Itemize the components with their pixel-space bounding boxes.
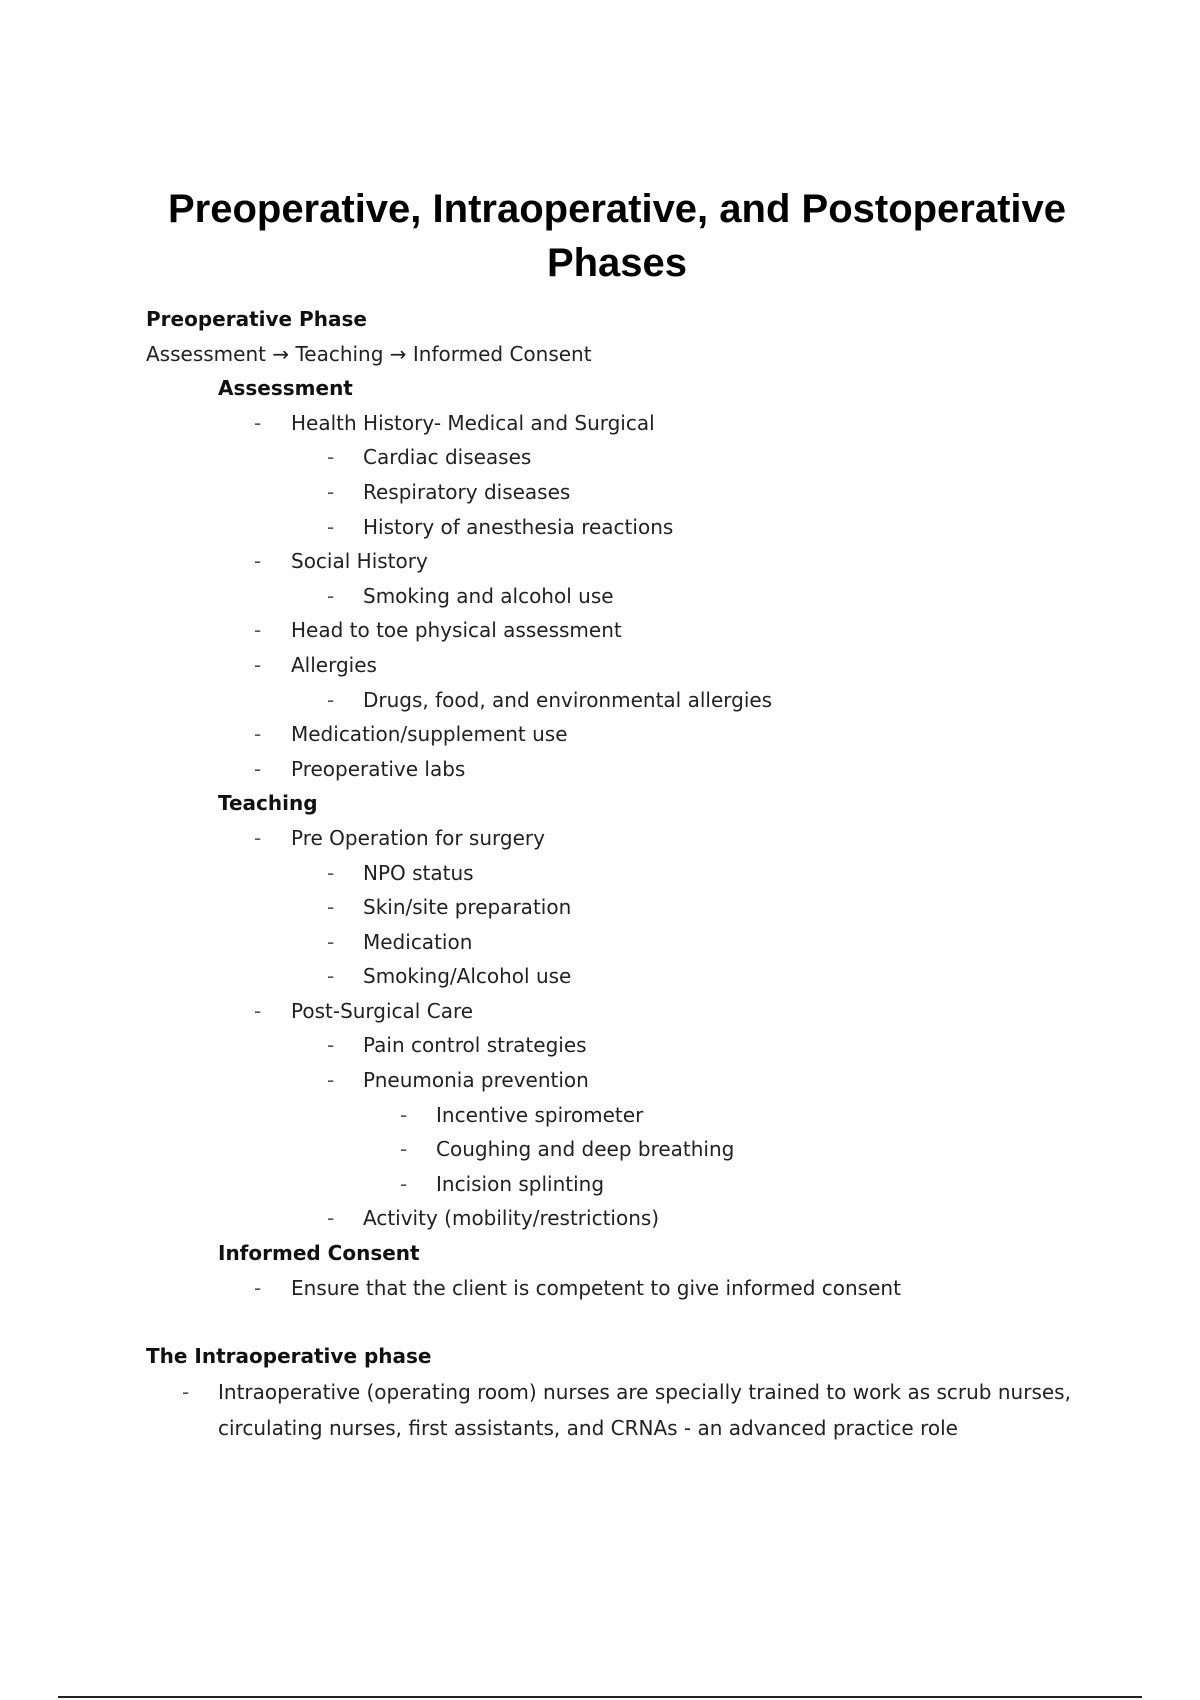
- bullet-dash: -: [400, 1171, 408, 1196]
- list-item-text: Intraoperative (operating room) nurses are specially trained to work as scrub nurses, circulating nurses, first assistants, and CRNAs - an advanced practice role: [218, 1379, 1071, 1440]
- list-item-text: Drugs, food, and environmental allergies: [363, 687, 773, 712]
- list-item: [146, 1098, 1116, 1133]
- page-bottom-rule: [58, 1696, 1142, 1698]
- list-item: [146, 1374, 1116, 1446]
- document-body: [146, 302, 1116, 1446]
- bullet-dash: -: [254, 825, 262, 850]
- bullet-dash: -: [327, 964, 335, 989]
- spacer: [146, 1305, 1116, 1339]
- list-item-text: Medication/supplement use: [291, 722, 568, 747]
- phase-flow: Assessment → Teaching → Informed Consent: [146, 341, 592, 366]
- subheading-assessment: Assessment: [218, 376, 353, 401]
- list-item-text: Preoperative labs: [291, 756, 466, 781]
- list-item: [146, 544, 1116, 579]
- bullet-dash: -: [327, 445, 335, 470]
- bullet-dash: -: [254, 549, 262, 574]
- list-item: [146, 1167, 1116, 1202]
- list-item: [146, 1132, 1116, 1167]
- section-heading-intraoperative: The Intraoperative phase: [146, 1344, 432, 1369]
- section-heading-preoperative: Preoperative Phase: [146, 307, 367, 331]
- bullet-dash: -: [327, 1068, 335, 1093]
- list-item-text: Skin/site preparation: [363, 895, 572, 920]
- list-item-text: Pneumonia prevention: [363, 1068, 589, 1093]
- list-item-text: Pre Operation for surgery: [291, 825, 545, 850]
- list-item: [146, 406, 1116, 441]
- list-item-text: Health History- Medical and Surgical: [291, 410, 655, 435]
- list-item-text: Coughing and deep breathing: [436, 1137, 735, 1162]
- bullet-dash: -: [182, 1379, 190, 1404]
- list-item: [146, 579, 1116, 614]
- subheading-teaching: Teaching: [218, 791, 318, 816]
- list-item-text: Smoking/Alcohol use: [363, 964, 572, 989]
- list-item-text: Respiratory diseases: [363, 479, 571, 504]
- bullet-dash: -: [254, 722, 262, 747]
- list-item: [146, 752, 1116, 787]
- list-item-text: NPO status: [363, 860, 474, 885]
- list-item: [146, 821, 1116, 856]
- bullet-dash: -: [327, 514, 335, 539]
- bullet-dash: -: [400, 1102, 408, 1127]
- list-item-text: Medication: [363, 929, 473, 954]
- bullet-dash: -: [254, 410, 262, 435]
- list-item-text: Incision splinting: [436, 1171, 605, 1196]
- list-item: [146, 1201, 1116, 1236]
- bullet-dash: -: [327, 479, 335, 504]
- list-item-text: Cardiac diseases: [363, 445, 532, 470]
- list-item-text: Pain control strategies: [363, 1033, 587, 1058]
- list-item: [146, 440, 1116, 475]
- list-item: [146, 994, 1116, 1029]
- bullet-dash: -: [327, 1206, 335, 1231]
- list-item: [146, 510, 1116, 545]
- list-item: [146, 683, 1116, 718]
- list-item: [146, 717, 1116, 752]
- page-title: Preoperative, Intraoperative, and Postoperative Phases: [167, 187, 1067, 285]
- bullet-dash: -: [327, 687, 335, 712]
- list-item: [146, 648, 1116, 683]
- list-item: [146, 890, 1116, 925]
- bullet-dash: -: [254, 756, 262, 781]
- bullet-dash: -: [254, 1275, 262, 1300]
- list-item: [146, 959, 1116, 994]
- bullet-dash: -: [254, 652, 262, 677]
- bullet-dash: -: [254, 998, 262, 1023]
- list-item-text: Allergies: [291, 652, 377, 677]
- list-item-text: Smoking and alcohol use: [363, 583, 614, 608]
- bullet-dash: -: [400, 1137, 408, 1162]
- bullet-dash: -: [327, 583, 335, 608]
- bullet-dash: -: [327, 1033, 335, 1058]
- bullet-dash: -: [254, 618, 262, 643]
- list-item-text: Social History: [291, 549, 428, 574]
- list-item-text: Incentive spirometer: [436, 1102, 644, 1127]
- list-item-text: History of anesthesia reactions: [363, 514, 674, 539]
- list-item-text: Activity (mobility/restrictions): [363, 1206, 660, 1231]
- list-item-text: Ensure that the client is competent to give informed consent: [291, 1275, 901, 1300]
- list-item: [146, 475, 1116, 510]
- list-item: [146, 1063, 1116, 1098]
- list-item: [146, 1028, 1116, 1063]
- list-item: [146, 856, 1116, 891]
- list-item-text: Post-Surgical Care: [291, 998, 474, 1023]
- list-item: [146, 613, 1116, 648]
- bullet-dash: -: [327, 895, 335, 920]
- subheading-informed-consent: Informed Consent: [218, 1241, 420, 1266]
- list-item-text: Head to toe physical assessment: [291, 618, 622, 643]
- bullet-dash: -: [327, 929, 335, 954]
- list-item: [146, 1271, 1116, 1306]
- list-item: [146, 925, 1116, 960]
- bullet-dash: -: [327, 860, 335, 885]
